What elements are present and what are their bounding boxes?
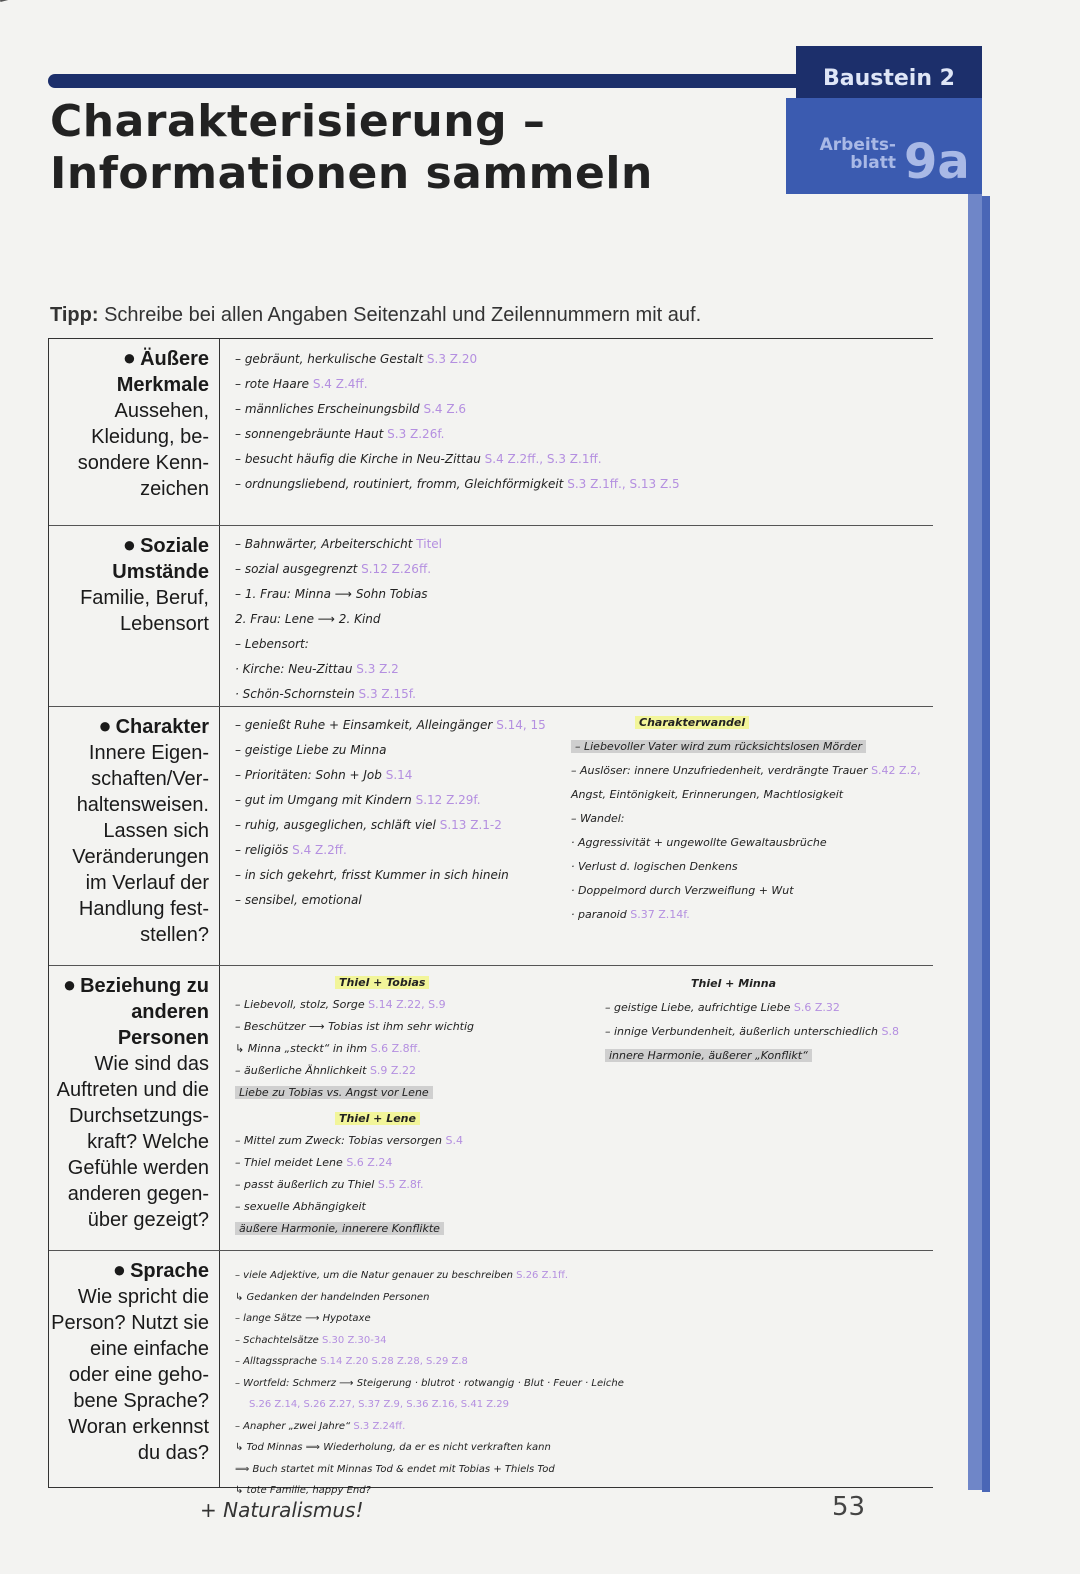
- row-description: Familie, Beruf, Lebensort: [80, 587, 209, 635]
- charakterwandel-notes: Charakterwandel – Liebevoller Vater wird zum rücksichtslosen Mörder – Auslöser: innere Unzufriedenheit, verdrängte Trauer S.42 Z.2, Angst, Eintönigkeit, Erinnerungen, Machtlosigkeit – Wandel: · Aggressivität + ungewollte Gewaltausbrüche · Verlust d. logischen Denkens · Doppelmord durch Verzweiflung + Wut · paranoid S.37 Z.14f.: [571, 716, 921, 921]
- row-notes: – genießt Ruhe + Einsamkeit, Alleingänger S.14, 15 – geistige Liebe zu Minna – Prioritäten: Sohn + Job S.14 – gut im Umgang mit Kindern S.12 Z.29f. – ruhig, ausgeglichen, schläft viel S.13 Z.1-2 – religiös S.4 Z.2ff. – in sich gekehrt, frisst Kummer in sich hinein – sensibel, emotional: [235, 718, 546, 907]
- row-heading: Beziehung zu anderen Personen: [80, 975, 209, 1049]
- row-notes: – gebräunt, herkulische Gestalt S.3 Z.20 – rote Haare S.4 Z.4ff. – männliches Erscheinungsbild S.4 Z.6 – sonnengebräunte Haut S.3 Z.26f. – besucht häufig die Kirche in Neu-Zittau S.4 Z.2ff., S.3 Z.1ff. – ordnungsliebend, routiniert, fromm, Gleichförmigkeit S.3 Z.1ff., S.13 Z.5: [235, 352, 680, 491]
- row-description: Wie spricht die Person? Nutzt sie eine einfache oder eine geho- bene Sprache? Woran erkennst du das?: [51, 1286, 209, 1464]
- row-heading: Äußere Merkmale: [116, 348, 209, 396]
- title-line-1: Charakterisierung –: [50, 96, 546, 147]
- arbeitsblatt-badge: [786, 98, 982, 194]
- side-bar-shadow: [982, 196, 990, 1492]
- tipp-label: Tipp:: [50, 304, 99, 326]
- row-label: ● Soziale Umstände Familie, Beruf, Lebensort: [49, 526, 220, 706]
- header-rule: [48, 74, 808, 88]
- baustein-label: Baustein 2: [796, 46, 982, 98]
- table-row: [49, 966, 933, 1251]
- page-number: 53: [832, 1492, 866, 1522]
- thiel-tobias-notes: Thiel + Tobias – Liebevoll, stolz, Sorge S.14 Z.22, S.9 – Beschützer ⟶ Tobias ist ihm sehr wichtig ↳ Minna „steckt“ in ihm S.6 Z.8ff. – äußerliche Ähnlichkeit S.9 Z.22 Liebe zu Tobias vs. Angst vor Lene Thiel + Lene – Mittel zum Zweck: Tobias versorgen S.4 – Thiel meidet Lene S.6 Z.24 – passt äußerlich zu Thiel S.5 Z.8f. – sexuelle Abhängigkeit äußere Harmonie, innerere Konflikte: [235, 976, 475, 1235]
- row-description: Aussehen, Kleidung, be- sondere Kenn- zeichen: [77, 400, 209, 500]
- row-heading: Sprache: [130, 1260, 209, 1282]
- row-label: ● Äußere Merkmale Aussehen, Kleidung, be- sondere Kenn- zeichen: [49, 339, 220, 525]
- tipp-line: [50, 304, 701, 327]
- arbeitsblatt-label: Arbeits- blatt: [819, 135, 896, 173]
- side-bar: [968, 194, 982, 1490]
- row-notes: – viele Adjektive, um die Natur genauer zu beschreiben S.26 Z.1ff. ↳ Gedanken der handelnden Personen – lange Sätze ⟶ Hypotaxe – Schachtelsätze S.30 Z.30-34 – Alltagssprache S.14 Z.20 S.28 Z.28, S.29 Z.8 – Wortfeld: Schmerz ⟶ Steigerung · blutrot · rotwangig · Blut · Feuer · Leiche S.26 Z.14, S.26 Z.27, S.37 Z.9, S.36 Z.16, S.41 Z.29 – Anapher „zwei Jahre“ S.3 Z.24ff. ↳ Tod Minnas ⟹ Wiederholung, da er es nicht verkraften kann ⟹ Buch startet mit Minnas Tod & endet mit Tobias + Thiels Tod ↳ tote Familie, happy End?: [235, 1270, 624, 1496]
- row-notes: – Bahnwärter, Arbeiterschicht Titel – sozial ausgegrenzt S.12 Z.26ff. – 1. Frau: Minna ⟶ Sohn Tobias 2. Frau: Lene ⟶ 2. Kind – Lebensort: · Kirche: Neu-Zittau S.3 Z.2 · Schön-Schornstein S.3 Z.15f.: [235, 537, 443, 701]
- arbeitsblatt-number: 9a: [904, 134, 970, 190]
- thiel-minna-notes: Thiel + Minna – geistige Liebe, aufrichtige Liebe S.6 Z.32 – innige Verbundenheit, äußerlich unterschiedlich S.8 innere Harmonie, äußerer „Konflikt“: [605, 977, 899, 1062]
- row-heading: Soziale Umstände: [112, 535, 209, 583]
- charakterwandel-title: Charakterwandel: [635, 716, 749, 729]
- page-corner-mark: [0, 0, 68, 41]
- row-label: ● Charakter Innere Eigen- schaften/Ver- haltensweisen. Lassen sich Veränderungen im Verlauf der Handlung fest- stellen?: [49, 707, 220, 965]
- info-table: [48, 338, 933, 1496]
- row-label: ● Beziehung zu anderen Personen Wie sind das Auftreten und die Durchsetzungs- kraft? Welche Gefühle werden anderen gegen- über gezeigt?: [49, 966, 220, 1250]
- title-line-2: Informationen sammeln: [50, 148, 653, 199]
- row-description: Innere Eigen- schaften/Ver- haltensweisen. Lassen sich Veränderungen im Verlauf der Handlung fest- stellen?: [72, 742, 209, 946]
- table-row: [49, 1251, 933, 1496]
- handwritten-footer-note: + Naturalismus!: [200, 1498, 364, 1522]
- tipp-text: Schreibe bei allen Angaben Seitenzahl und Zeilennummern mit auf.: [104, 304, 702, 326]
- page-title: [50, 96, 653, 200]
- row-description: Wie sind das Auftreten und die Durchsetzungs- kraft? Welche Gefühle werden anderen gegen- über gezeigt?: [56, 1053, 209, 1231]
- table-row: [49, 707, 933, 966]
- table-row: [49, 526, 933, 707]
- row-label: ● Sprache Wie spricht die Person? Nutzt sie eine einfache oder eine geho- bene Sprache? Woran erkennst du das?: [49, 1251, 220, 1487]
- table-row: [49, 339, 933, 526]
- row-heading: Charakter: [115, 716, 209, 738]
